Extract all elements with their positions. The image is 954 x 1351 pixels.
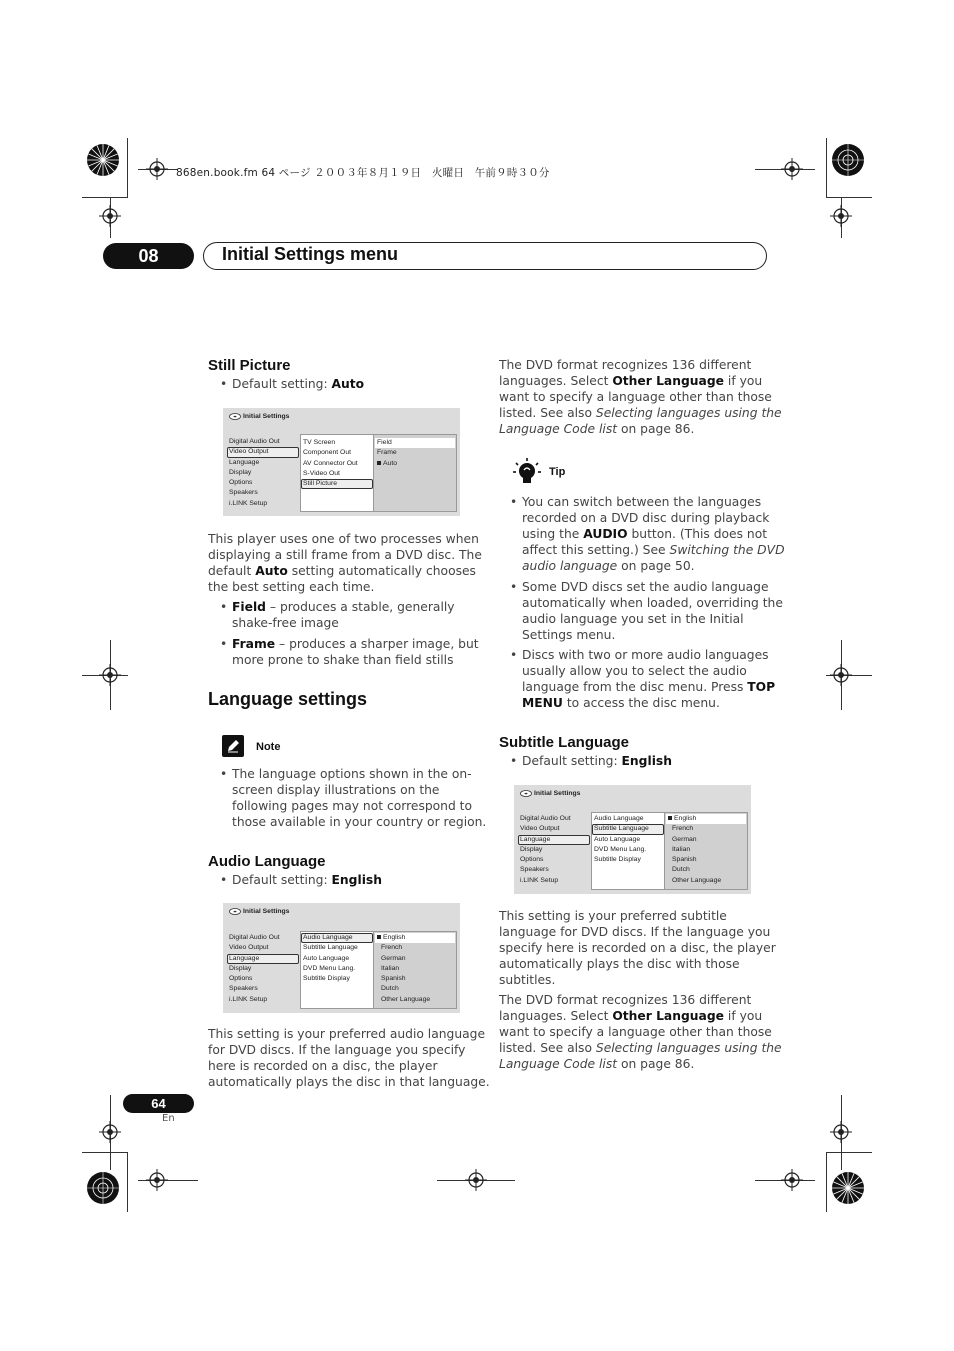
menu-mid-item: Auto Language	[594, 835, 641, 843]
menu-title: Initial Settings	[243, 908, 290, 915]
registration-mark-icon	[830, 664, 852, 686]
tip-label: Tip	[549, 466, 566, 478]
book-file-header: 868en.book.fm 64 ページ ２００３年８月１９日 火曜日 午前９時３０分	[176, 167, 550, 179]
color-target-icon	[831, 143, 865, 177]
frame-bullet: • Frame – produces a sharper image, but more prone to shake than field stills	[220, 637, 479, 667]
menu-right-item-highlighted: Field	[375, 438, 455, 448]
language-code-intro: The DVD format recognizes 136 different languages. Select Other Language if you want to specify a language other than those listed. See also Selecting languages using the Language Code list on page 86.	[499, 358, 782, 436]
menu-left-item: Video Output	[520, 825, 560, 833]
tip-bullet-3: • Discs with two or more audio languages usually allow you to select the audio language from the disc menu. Press TOP MENU to access the disc menu.	[510, 648, 776, 710]
menu-left-item: Digital Audio Out	[229, 934, 280, 941]
page-language: En	[162, 1113, 175, 1124]
menu-right-item-current: English	[666, 814, 746, 824]
menu-left-item: i.LINK Setup	[520, 876, 559, 884]
current-setting-marker	[377, 935, 381, 939]
current-setting-marker	[377, 461, 381, 465]
bullet-dot: •	[220, 377, 228, 391]
menu-left-item: Options	[229, 479, 253, 487]
registration-mark-icon	[781, 1169, 803, 1191]
page-number: 64	[123, 1094, 194, 1113]
menu-right-item-current: English	[375, 933, 455, 943]
menu-left-item: Speakers	[229, 985, 258, 993]
color-target-icon	[831, 1171, 865, 1205]
menu-mid-item-selected: Subtitle Language	[592, 824, 664, 834]
menu-left-item-selected: Language	[227, 954, 299, 964]
disc-icon	[229, 908, 241, 915]
color-target-icon	[86, 1171, 120, 1205]
registration-mark-icon	[99, 664, 121, 686]
still-picture-heading: Still Picture	[208, 357, 291, 374]
registration-mark-icon	[99, 1121, 121, 1143]
menu-right-item: German	[672, 835, 697, 843]
color-target-icon	[86, 143, 120, 177]
menu-left-item: Display	[229, 964, 252, 972]
menu-left-item-selected: Video Output	[227, 447, 299, 457]
menu-mid-item-selected: Audio Language	[301, 933, 373, 943]
menu-mid-item: Component Out	[303, 449, 351, 457]
menu-right-item: Frame	[377, 449, 397, 457]
menu-right-item: Italian	[381, 964, 400, 972]
menu-right-item: French	[381, 944, 403, 952]
chapter-title: Initial Settings menu	[222, 244, 399, 264]
registration-mark-icon	[465, 1169, 487, 1191]
disc-icon	[520, 790, 532, 797]
field-bullet: • Field – produces a stable, generally shake-free image	[220, 600, 455, 630]
menu-left-item: Options	[520, 856, 544, 864]
registration-mark-icon	[830, 1121, 852, 1143]
menu-right-item: Spanish	[672, 856, 697, 864]
menu-left-item: Display	[520, 845, 543, 853]
subtitle-language-code-note: The DVD format recognizes 136 different languages. Select Other Language if you want to specify a language other than those listed. See also Selecting languages using the Language Code list on page 86.	[499, 993, 782, 1071]
menu-right-item-current: Auto	[375, 459, 455, 469]
chapter-number: 08	[103, 243, 194, 269]
menu-left-item: Video Output	[229, 944, 269, 952]
note-bullet: • The language options shown in the on- screen display illustrations on the following pages may not correspond to those available in your country or region.	[220, 767, 487, 829]
menu-left-item-selected: Language	[518, 835, 590, 845]
menu-right-item: Italian	[672, 845, 691, 853]
note-icon	[222, 735, 244, 757]
menu-mid-item: Audio Language	[594, 815, 644, 822]
menu-title: Initial Settings	[243, 413, 290, 420]
menu-right-item: Spanish	[381, 975, 406, 983]
menu-right-item: Other Language	[381, 995, 431, 1003]
menu-left-item: i.LINK Setup	[229, 995, 268, 1003]
menu-mid-item: Subtitle Display	[303, 975, 350, 983]
audio-language-menu-screenshot	[223, 903, 460, 1013]
menu-left-item: Options	[229, 975, 253, 983]
menu-mid-item: Auto Language	[303, 954, 350, 962]
language-settings-heading: Language settings	[208, 689, 368, 709]
menu-mid-item: S-Video Out	[303, 469, 340, 477]
current-setting-marker	[668, 816, 672, 820]
tip-bullet-2: • Some DVD discs set the audio language automatically when loaded, overriding the audio language you set in the Initial Settings menu.	[510, 580, 783, 642]
registration-mark-icon	[146, 1169, 168, 1191]
subtitle-language-menu-screenshot	[514, 785, 751, 894]
disc-icon	[229, 413, 241, 420]
audio-language-description: This setting is your preferred audio language for DVD discs. If the language you specify here is recorded on a disc, the player automatically plays the disc in that language.	[208, 1027, 490, 1089]
menu-left-item: i.LINK Setup	[229, 499, 268, 507]
menu-mid-item: Subtitle Display	[594, 856, 641, 864]
menu-left-item: Language	[229, 458, 260, 466]
menu-right-item: French	[672, 825, 694, 833]
menu-mid-item: TV Screen	[303, 439, 336, 446]
subtitle-language-heading: Subtitle Language	[499, 734, 630, 751]
menu-left-item: Speakers	[520, 866, 549, 874]
menu-mid-item: AV Connector Out	[303, 459, 358, 467]
menu-right-item: German	[381, 954, 406, 962]
menu-right-item: Dutch	[381, 985, 399, 993]
menu-mid-item-selected: Still Picture	[301, 479, 373, 489]
menu-left-item: Speakers	[229, 489, 258, 497]
tip-bullet-1: • You can switch between the languages recorded on a DVD disc during playback using the AUDIO button. (This does not affect this setting.) See Switching the DVD audio language on page 50.	[510, 495, 785, 573]
menu-left-item: Display	[229, 468, 252, 476]
menu-title: Initial Settings	[534, 790, 581, 797]
registration-mark-icon	[781, 158, 803, 180]
default-value: Auto	[331, 377, 365, 391]
registration-mark-icon	[830, 205, 852, 227]
menu-mid-item: Subtitle Language	[303, 944, 358, 952]
default-label: Default setting:	[232, 377, 332, 391]
audio-language-heading: Audio Language	[208, 853, 326, 870]
registration-mark-icon	[99, 205, 121, 227]
menu-right-item: Dutch	[672, 866, 690, 874]
menu-mid-item: DVD Menu Lang.	[594, 845, 647, 853]
menu-mid-item: DVD Menu Lang.	[303, 964, 356, 972]
registration-mark-icon	[146, 158, 168, 180]
menu-left-item: Digital Audio Out	[520, 815, 571, 822]
still-picture-description: This player uses one of two processes when displaying a still frame from a DVD disc. The default Auto setting automatically chooses the best setting each time.	[208, 532, 482, 594]
menu-left-item: Digital Audio Out	[229, 438, 280, 445]
tip-lightbulb-icon	[513, 458, 541, 486]
still-picture-menu-screenshot	[223, 408, 460, 516]
note-label: Note	[256, 741, 281, 753]
menu-right-item: Other Language	[672, 876, 722, 884]
subtitle-language-description: This setting is your preferred subtitle language for DVD discs. If the language you specify here is recorded on a disc, the player automatically plays the disc with those subtitles.	[499, 909, 776, 987]
